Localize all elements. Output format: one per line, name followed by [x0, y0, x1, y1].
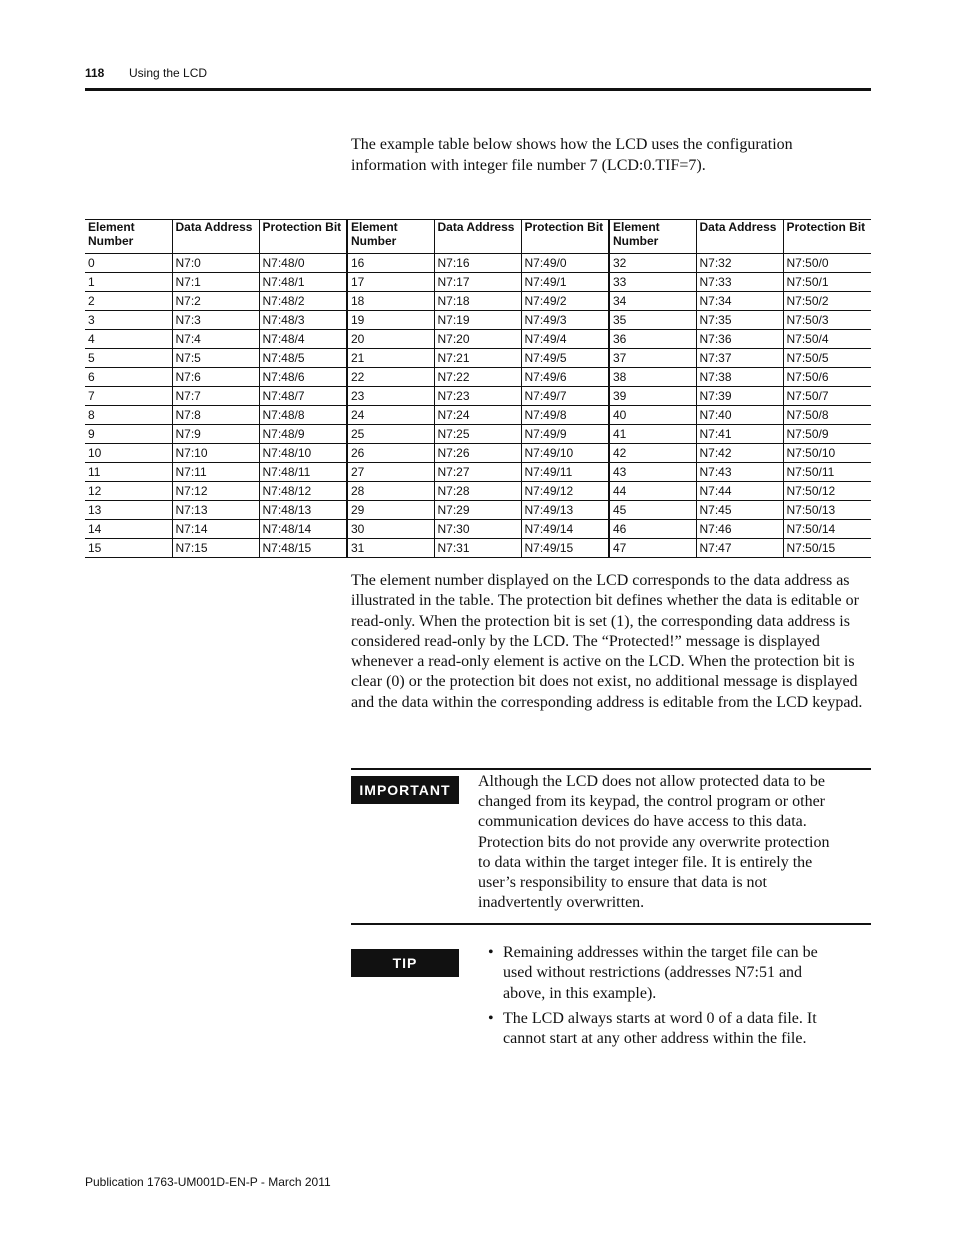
intro-paragraph: The example table below shows how the LCD uses the configuration information with integer file number 7 (LCD:0.TIF=7).	[351, 136, 793, 174]
table-cell: 42	[609, 444, 696, 463]
table-row	[85, 520, 871, 539]
table-cell: N7:22	[434, 368, 521, 387]
table-cell: N7:31	[434, 539, 521, 558]
important-label: IMPORTANT	[351, 776, 459, 804]
table-cell: 25	[347, 425, 434, 444]
body-paragraph: The element number displayed on the LCD corresponds to the data address as illustrated in the table. The protection bit defines whether the data is editable or read-only. When the protection bit is set (1), the corresponding data address is considered read-only by the LCD. The “Protected!” message is displayed whenever a read-only element is active on the LCD. When the protection bit is clear (0) or the protection bit does not exist, no additional message is displayed and the data within the corresponding address is editable from the LCD keypad.	[351, 572, 863, 711]
table-cell: 17	[347, 273, 434, 292]
page-header	[85, 66, 871, 92]
tip-label: TIP	[351, 949, 459, 977]
table-row	[85, 482, 871, 501]
table-cell: N7:48/12	[259, 482, 347, 501]
table-cell: 21	[347, 349, 434, 368]
table-cell: N7:28	[434, 482, 521, 501]
table-cell: 38	[609, 368, 696, 387]
table-cell: N7:7	[172, 387, 259, 406]
table-cell: N7:50/13	[783, 501, 871, 520]
table-cell: 7	[85, 387, 172, 406]
table-cell: N7:48/1	[259, 273, 347, 292]
table-cell: N7:47	[696, 539, 783, 558]
table-row	[85, 501, 871, 520]
tip-item-text: Remaining addresses within the target file can be used without restrictions (addresses N7:51 and above, in this example).	[503, 944, 818, 1002]
table-cell: N7:46	[696, 520, 783, 539]
table-cell: N7:50/8	[783, 406, 871, 425]
table-cell: 16	[347, 254, 434, 273]
table-cell: N7:50/14	[783, 520, 871, 539]
table-cell: N7:16	[434, 254, 521, 273]
table-cell: N7:25	[434, 425, 521, 444]
table-cell: N7:50/3	[783, 311, 871, 330]
column-header: Data Address	[172, 220, 259, 254]
table-cell: N7:49/7	[521, 387, 609, 406]
table-row	[85, 292, 871, 311]
table-cell: N7:23	[434, 387, 521, 406]
column-header: Protection Bit	[259, 220, 347, 254]
table-cell: N7:49/9	[521, 425, 609, 444]
table-cell: N7:43	[696, 463, 783, 482]
table-cell: N7:49/10	[521, 444, 609, 463]
column-header: Element Number	[609, 220, 696, 254]
table-cell: 22	[347, 368, 434, 387]
table-cell: N7:50/6	[783, 368, 871, 387]
address-table	[85, 219, 871, 558]
table-row	[85, 330, 871, 349]
table-cell: N7:11	[172, 463, 259, 482]
table-cell: N7:15	[172, 539, 259, 558]
table-cell: N7:27	[434, 463, 521, 482]
table-cell: N7:49/14	[521, 520, 609, 539]
table-cell: N7:48/8	[259, 406, 347, 425]
table-cell: N7:49/5	[521, 349, 609, 368]
table-cell: N7:49/1	[521, 273, 609, 292]
page-number: 118	[85, 66, 105, 80]
table-row	[85, 387, 871, 406]
table-cell: N7:48/10	[259, 444, 347, 463]
table-cell: N7:10	[172, 444, 259, 463]
table-cell: N7:8	[172, 406, 259, 425]
table-cell: 45	[609, 501, 696, 520]
table-cell: N7:20	[434, 330, 521, 349]
table-cell: N7:48/15	[259, 539, 347, 558]
table-cell: N7:6	[172, 368, 259, 387]
table-row	[85, 349, 871, 368]
table-cell: 44	[609, 482, 696, 501]
table-row	[85, 463, 871, 482]
table-cell: 41	[609, 425, 696, 444]
publication-footer: Publication 1763-UM001D-EN-P - March 2011	[85, 1175, 331, 1189]
table-cell: N7:37	[696, 349, 783, 368]
table-row	[85, 273, 871, 292]
table-cell: N7:0	[172, 254, 259, 273]
table-cell: N7:48/5	[259, 349, 347, 368]
table-cell: N7:18	[434, 292, 521, 311]
table-cell: N7:26	[434, 444, 521, 463]
table-cell: N7:50/2	[783, 292, 871, 311]
column-header: Protection Bit	[521, 220, 609, 254]
table-cell: 18	[347, 292, 434, 311]
table-cell: N7:50/7	[783, 387, 871, 406]
table-cell: 32	[609, 254, 696, 273]
table-cell: N7:2	[172, 292, 259, 311]
table-cell: 14	[85, 520, 172, 539]
table-cell: N7:48/3	[259, 311, 347, 330]
table-cell: N7:49/13	[521, 501, 609, 520]
table-cell: N7:50/15	[783, 539, 871, 558]
header-rule	[85, 88, 871, 91]
table-cell: N7:1	[172, 273, 259, 292]
table-body	[85, 254, 871, 558]
table-cell: N7:49/15	[521, 539, 609, 558]
tip-item	[488, 1009, 833, 1050]
table-cell: 13	[85, 501, 172, 520]
table-cell: N7:50/1	[783, 273, 871, 292]
tip-list	[488, 943, 833, 1054]
table-cell: 40	[609, 406, 696, 425]
table-cell: 47	[609, 539, 696, 558]
table-cell: 11	[85, 463, 172, 482]
table-cell: N7:49/3	[521, 311, 609, 330]
table-cell: N7:48/2	[259, 292, 347, 311]
table-cell: N7:30	[434, 520, 521, 539]
table-cell: N7:5	[172, 349, 259, 368]
table-cell: 3	[85, 311, 172, 330]
table-cell: N7:48/0	[259, 254, 347, 273]
table-cell: N7:21	[434, 349, 521, 368]
table-cell: N7:48/11	[259, 463, 347, 482]
table-cell: N7:45	[696, 501, 783, 520]
table-cell: 27	[347, 463, 434, 482]
table-cell: 35	[609, 311, 696, 330]
table-cell: N7:48/4	[259, 330, 347, 349]
table-cell: 15	[85, 539, 172, 558]
table-cell: N7:17	[434, 273, 521, 292]
table-cell: N7:49/4	[521, 330, 609, 349]
tip-item	[488, 943, 833, 1004]
table-cell: N7:13	[172, 501, 259, 520]
table-cell: N7:42	[696, 444, 783, 463]
table-cell: 30	[347, 520, 434, 539]
table-cell: N7:50/9	[783, 425, 871, 444]
table-cell: N7:48/13	[259, 501, 347, 520]
table-cell: 5	[85, 349, 172, 368]
table-cell: N7:3	[172, 311, 259, 330]
table-cell: 26	[347, 444, 434, 463]
table-cell: 33	[609, 273, 696, 292]
tip-note	[351, 940, 871, 1060]
table-cell: N7:50/11	[783, 463, 871, 482]
table-cell: N7:19	[434, 311, 521, 330]
bullet-icon: •	[488, 1009, 494, 1027]
table-cell: N7:4	[172, 330, 259, 349]
table-cell: N7:24	[434, 406, 521, 425]
important-note	[351, 768, 871, 925]
table-cell: N7:50/4	[783, 330, 871, 349]
table-cell: 39	[609, 387, 696, 406]
table-cell: N7:49/12	[521, 482, 609, 501]
table-cell: 10	[85, 444, 172, 463]
table-cell: 8	[85, 406, 172, 425]
table-cell: N7:32	[696, 254, 783, 273]
table-cell: 37	[609, 349, 696, 368]
table-cell: N7:48/9	[259, 425, 347, 444]
table-cell: N7:50/10	[783, 444, 871, 463]
table-cell: N7:14	[172, 520, 259, 539]
table-cell: N7:50/5	[783, 349, 871, 368]
table-cell: 43	[609, 463, 696, 482]
table-cell: N7:12	[172, 482, 259, 501]
table-cell: N7:49/0	[521, 254, 609, 273]
table-cell: N7:41	[696, 425, 783, 444]
table-cell: N7:36	[696, 330, 783, 349]
table-cell: 29	[347, 501, 434, 520]
table-cell: N7:49/8	[521, 406, 609, 425]
table-row	[85, 254, 871, 273]
column-header: Data Address	[696, 220, 783, 254]
table-cell: 1	[85, 273, 172, 292]
table-cell: N7:39	[696, 387, 783, 406]
table-cell: N7:50/0	[783, 254, 871, 273]
table-cell: N7:48/6	[259, 368, 347, 387]
table-cell: N7:49/11	[521, 463, 609, 482]
table-cell: N7:40	[696, 406, 783, 425]
tip-item-text: The LCD always starts at word 0 of a data file. It cannot start at any other address within the file.	[503, 1009, 817, 1048]
column-header: Protection Bit	[783, 220, 871, 254]
table-cell: N7:38	[696, 368, 783, 387]
table-cell: 19	[347, 311, 434, 330]
table-cell: 9	[85, 425, 172, 444]
table-cell: 34	[609, 292, 696, 311]
table-cell: N7:35	[696, 311, 783, 330]
table-cell: N7:49/2	[521, 292, 609, 311]
table-cell: 4	[85, 330, 172, 349]
column-header: Element Number	[347, 220, 434, 254]
table-cell: 2	[85, 292, 172, 311]
column-header: Element Number	[85, 220, 172, 254]
table-cell: 36	[609, 330, 696, 349]
table-row	[85, 539, 871, 558]
table-row	[85, 444, 871, 463]
table-header-row	[85, 220, 871, 254]
table-cell: N7:33	[696, 273, 783, 292]
table-cell: N7:9	[172, 425, 259, 444]
table-cell: N7:34	[696, 292, 783, 311]
table-cell: 31	[347, 539, 434, 558]
table-cell: 24	[347, 406, 434, 425]
table-row	[85, 368, 871, 387]
table-cell: N7:44	[696, 482, 783, 501]
table-cell: N7:48/7	[259, 387, 347, 406]
column-header: Data Address	[434, 220, 521, 254]
table-row	[85, 425, 871, 444]
table-cell: N7:48/14	[259, 520, 347, 539]
important-text: Although the LCD does not allow protected data to be changed from its keypad, the control program or other communication devices do have access to this data. Protection bits do not provide any overwrite protection to data within the target integer file. It is entirely the user’s responsibility to ensure that data is not inadvertently overwritten.	[478, 773, 830, 912]
table-cell: 28	[347, 482, 434, 501]
table-row	[85, 311, 871, 330]
bullet-icon: •	[488, 944, 494, 961]
table-cell: 46	[609, 520, 696, 539]
table-cell: 23	[347, 387, 434, 406]
table-cell: 12	[85, 482, 172, 501]
table-cell: 20	[347, 330, 434, 349]
table-row	[85, 406, 871, 425]
section-title: Using the LCD	[129, 66, 208, 80]
table-cell: 6	[85, 368, 172, 387]
table-cell: N7:29	[434, 501, 521, 520]
table-cell: N7:49/6	[521, 368, 609, 387]
table-cell: N7:50/12	[783, 482, 871, 501]
table-cell: 0	[85, 254, 172, 273]
